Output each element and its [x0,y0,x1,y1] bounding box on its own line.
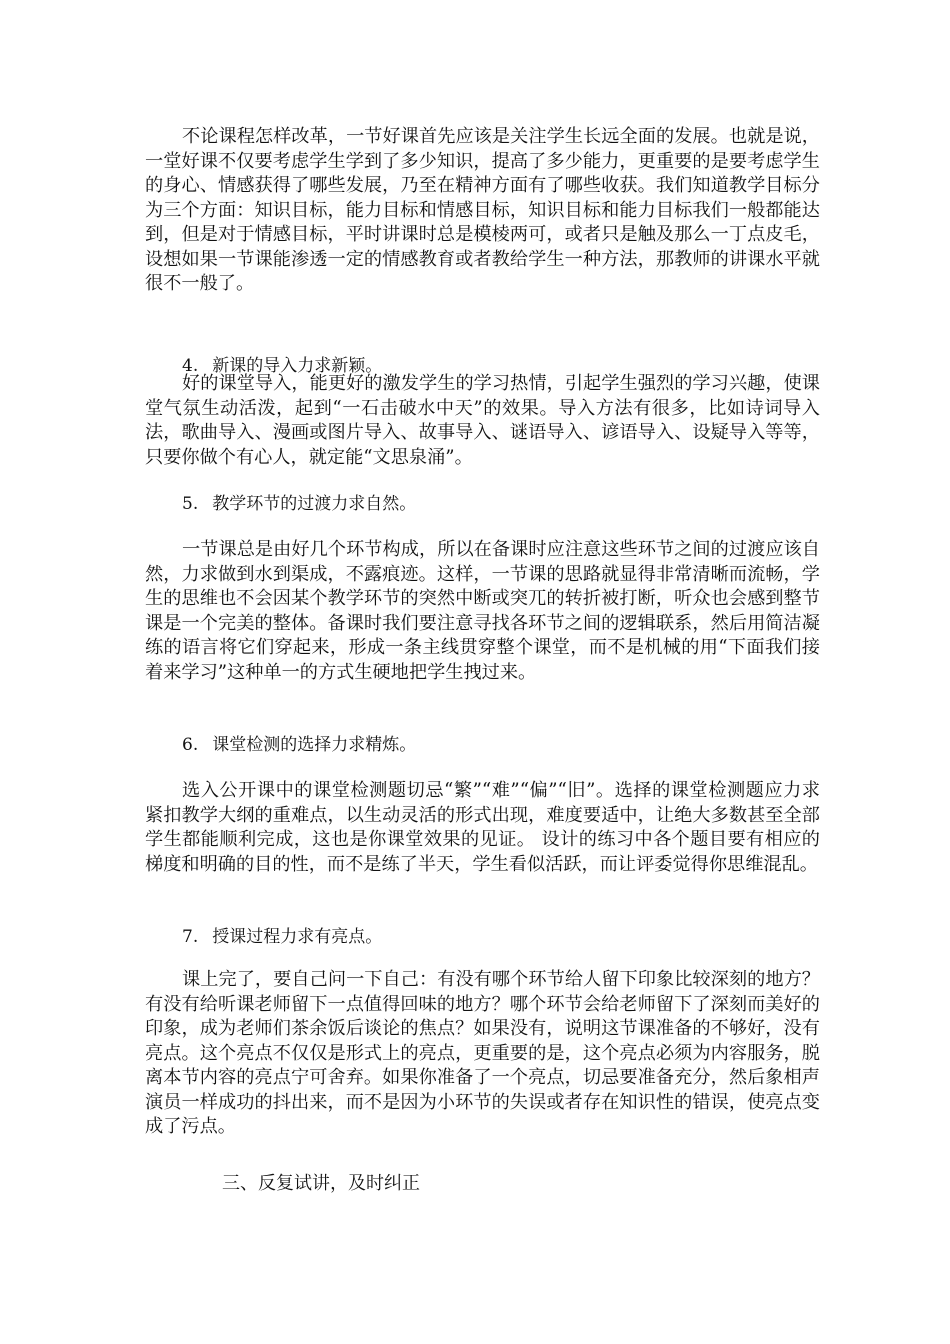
heading-number: 7. [182,927,199,947]
heading-classroom-test [182,733,416,757]
paragraph-introduction-methods: 好的课堂导入，能更好的激发学生的学习热情，引起学生强烈的学习兴趣，使课堂气氛生动活泼，起到“一石击破水中天”的效果。导入方法有很多，比如诗词导入法，歌曲导入、漫画或图片导入、故事导入、谜语导入、谚语导入、设疑导入等等，只要你做个有心人，就定能“文思泉涌”。 [145,373,820,468]
heading-text: 教学环节的过渡力求自然。 [212,494,417,514]
heading-highlights [182,925,382,949]
heading-number: 6. [182,735,199,755]
heading-text: 新课的导入力求新颖。 [212,356,383,376]
paragraph-highlights: 课上完了，要自己问一下自己：有没有哪个环节给人留下印象比较深刻的地方？有没有给听课老师留下一点值得回味的地方？哪个环节会给老师留下了深刻而美好的印象，成为老师们茶余饭后谈论的焦点？如果没有，说明这节课准备的不够好，没有亮点。这个亮点不仅仅是形式上的亮点，更重要的是，这个亮点必须为内容服务，脱离本节内容的亮点宁可舍弃。如果你准备了一个亮点，切忌要准备充分，然后象相声演员一样成功的抖出来，而不是因为小环节的失误或者存在知识性的错误，使亮点变成了污点。 [145,969,820,1137]
heading-number: 4. [182,356,199,376]
paragraph-lesson-goals: 不论课程怎样改革，一节好课首先应该是关注学生长远全面的发展。也就是说，一堂好课不仅要考虑学生学到了多少知识，提高了多少能力，更重要的是要考虑学生的身心、情感获得了哪些发展，乃至在精神方面有了哪些收获。我们知道教学目标分为三个方面：知识目标，能力目标和情感目标，知识目标和能力目标我们一般都能达到，但是对于情感目标，平时讲课时总是模棱两可，或者只是触及那么一丁点皮毛，设想如果一节课能渗透一定的情感教育或者教给学生一种方法，那教师的讲课水平就很不一般了。 [145,126,820,294]
heading-transition [182,492,416,516]
section-heading: 三、反复试讲，及时纠正 [222,1173,420,1194]
heading-number: 5. [182,494,199,514]
heading-text: 课堂检测的选择力求精炼。 [212,735,417,755]
paragraph-transition: 一节课总是由好几个环节构成，所以在备课时应注意这些环节之间的过渡应该自然，力求做到水到渠成，不露痕迹。这样，一节课的思路就显得非常清晰而流畅，学生的思维也不会因某个教学环节的突然中断或突兀的转折被打断，听众也会感到整节课是一个完美的整体。备课时我们要注意寻找各环节之间的逻辑联系，然后用简洁凝练的语言将它们穿起来，形成一条主线贯穿整个课堂，而不是机械的用“下面我们接着来学习”这种单一的方式生硬地把学生拽过来。 [145,539,820,683]
paragraph-classroom-test: 选入公开课中的课堂检测题切忌“繁”“难”“偏”“旧”。选择的课堂检测题应力求紧扣教学大纲的重难点，以生动灵活的形式出现，难度要适中，让绝大多数甚至全部学生都能顺利完成，这也是你课堂效果的见证。 设计的练习中各个题目要有相应的梯度和明确的目的性，而不是练了半天，学生看似活跃，而让评委觉得你思维混乱。 [145,780,820,875]
heading-text: 授课过程力求有亮点。 [212,927,383,947]
